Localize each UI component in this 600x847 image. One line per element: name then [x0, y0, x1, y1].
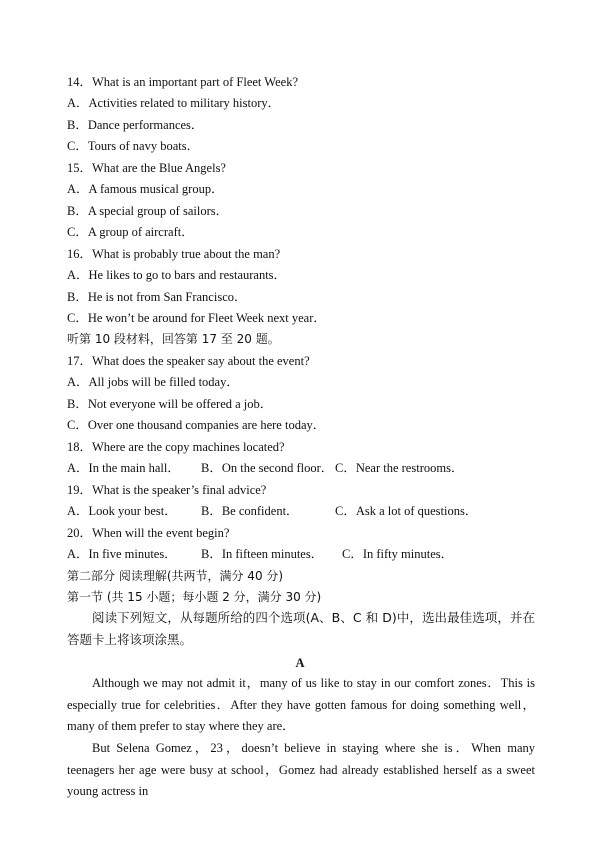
q20-options: [67, 546, 453, 562]
q18-option-a: A．In the main hall．: [67, 461, 180, 475]
q17-option-c: C．Over one thousand companies are here today．: [67, 418, 326, 432]
passage-paragraph-1: Although we may not admit it，many of us like to stay in our comfort zones．This is especially true for celebrities．After they have gotten famous for doing something well，many of them prefer to stay where they are．: [67, 676, 535, 733]
q19-option-b: B．Be confident．: [201, 504, 299, 518]
question-20: 20．When will the event begin?: [67, 526, 230, 540]
q14-option-a: A．Activities related to military history．: [67, 96, 281, 110]
q20-option-c: C．In fifty minutes．: [342, 547, 454, 561]
q16-option-b: B．He is not from San Francisco．: [67, 290, 247, 304]
q18-options: [67, 460, 463, 476]
question-16: 16．What is probably true about the man?: [67, 247, 281, 261]
q17-option-b: B．Not everyone will be offered a job．: [67, 397, 273, 411]
q14-option-c: C．Tours of navy boats．: [67, 139, 200, 153]
q16-option-a: A．He likes to go to bars and restaurants．: [67, 268, 287, 282]
q20-option-b: B．In fifteen minutes．: [201, 547, 324, 561]
q16-option-c: C．He won’t be around for Fleet Week next year．: [67, 311, 326, 325]
q18-option-c: C．Near the restrooms．: [335, 461, 464, 475]
q20-option-a: A．In five minutes．: [67, 547, 177, 561]
q19-option-c: C．Ask a lot of questions．: [335, 504, 478, 518]
question-15: 15．What are the Blue Angels?: [67, 161, 226, 175]
section-10-instruction: 听第 10 段材料，回答第 17 至 20 题。: [67, 332, 280, 346]
q15-option-a: A．A famous musical group．: [67, 182, 224, 196]
q18-option-b: B．On the second floor．: [201, 461, 334, 475]
q15-option-b: B．A special group of sailors．: [67, 204, 229, 218]
passage-paragraph-2: But Selena Gomez，23，doesn’t believe in staying where she is．When many teenagers her age were busy at school，Gomez had already established herself as a sweet young actress in: [67, 741, 535, 798]
q15-option-c: C．A group of aircraft．: [67, 225, 194, 239]
question-19: 19．What is the speaker’s final advice?: [67, 483, 267, 497]
reading-instruction: 阅读下列短文，从每题所给的四个选项(A、B、C 和 D)中，选出最佳选项，并在答题卡上将该项涂黑。: [67, 610, 535, 647]
q17-option-a: A．All jobs will be filled today．: [67, 375, 239, 389]
q19-option-a: A．Look your best．: [67, 504, 177, 518]
q19-options: [67, 503, 477, 519]
question-14: 14．What is an important part of Fleet Week?: [67, 75, 298, 89]
q14-option-b: B．Dance performances．: [67, 118, 204, 132]
part-2-heading: 第二部分 阅读理解(共两节，满分 40 分): [67, 569, 284, 583]
question-18: 18．Where are the copy machines located?: [67, 440, 285, 454]
passage-label: A: [295, 656, 305, 670]
section-1-heading: 第一节 (共 15 小题；每小题 2 分，满分 30 分): [67, 590, 322, 604]
question-17: 17．What does the speaker say about the event?: [67, 354, 310, 368]
